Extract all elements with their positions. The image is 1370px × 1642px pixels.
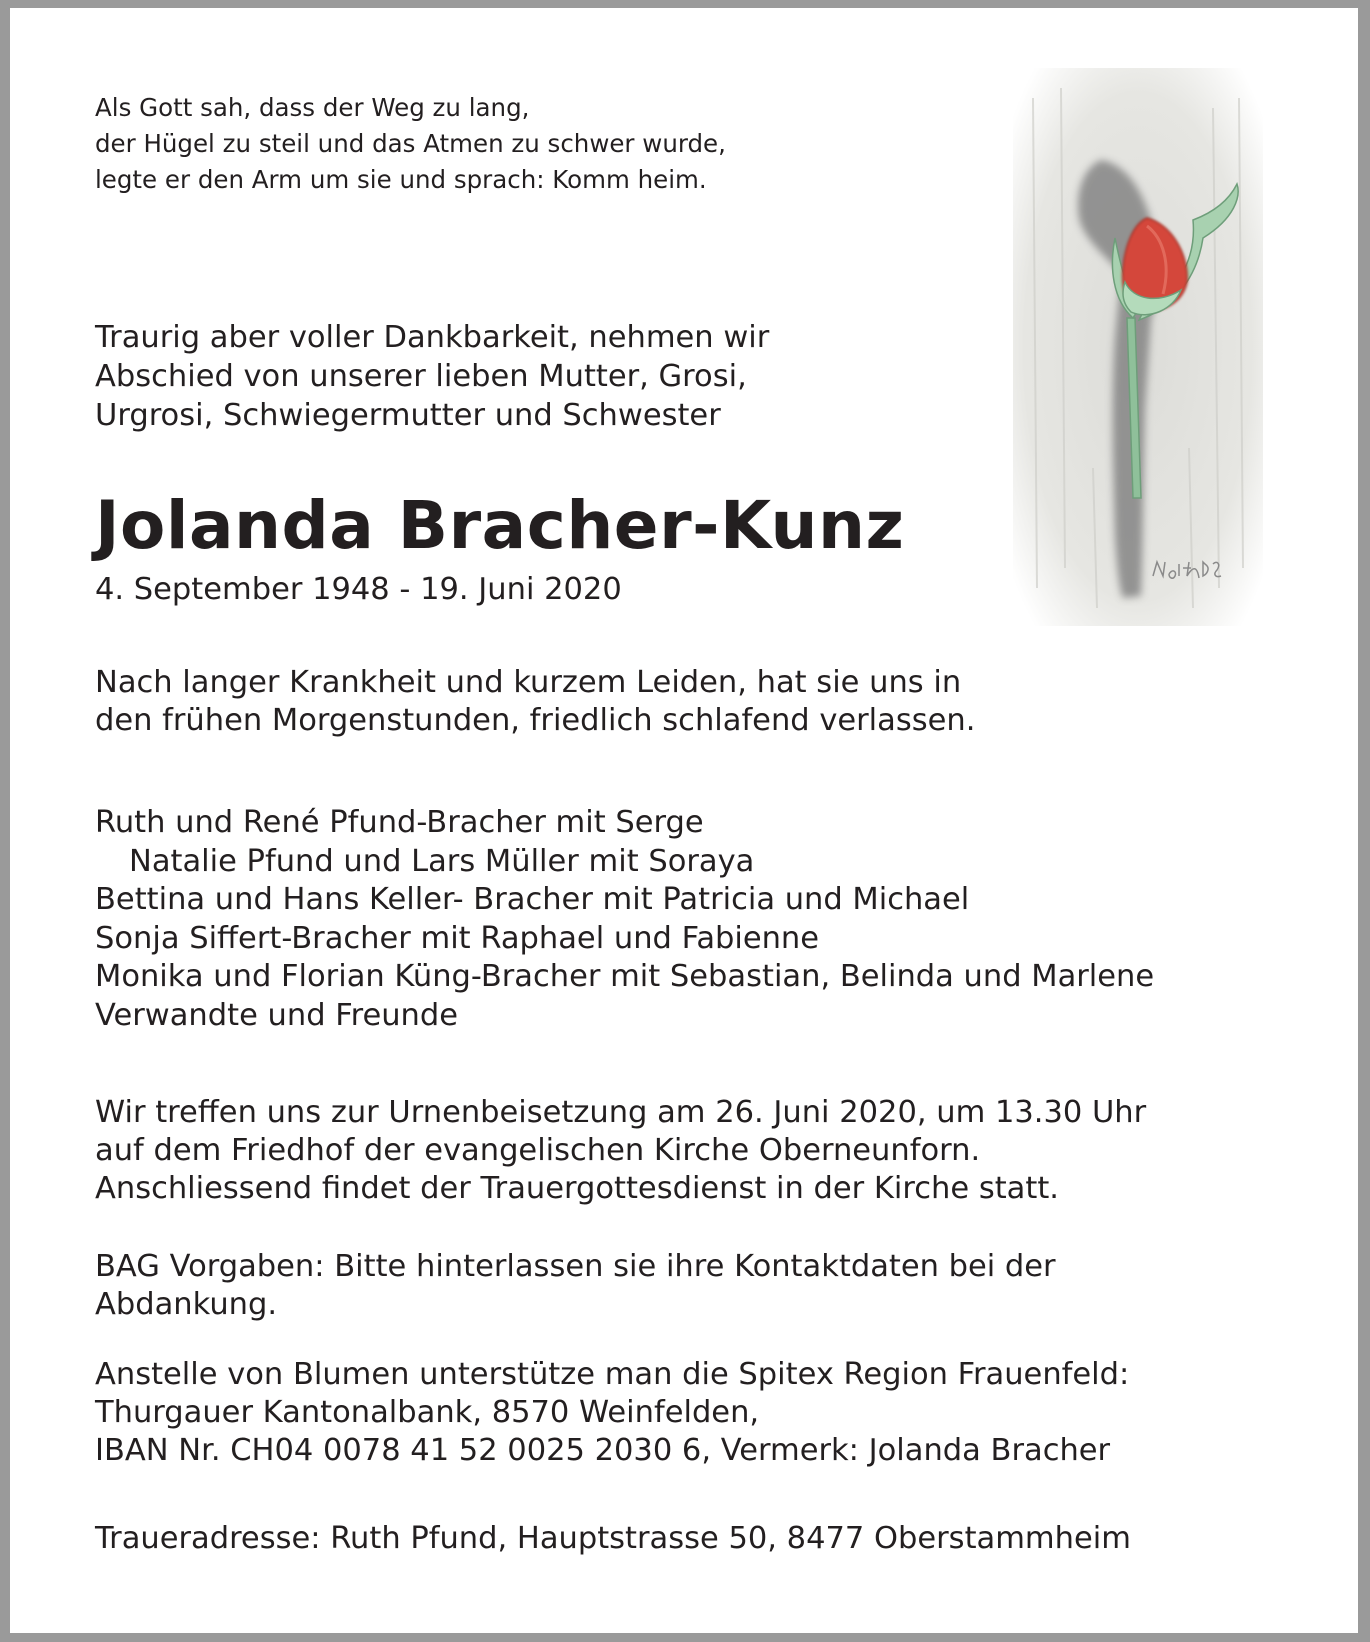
ceremony-line: Wir treffen uns zur Urnenbeisetzung am 26. Juni 2020, um 13.30 Uhr [95,1095,1147,1130]
mourner-line: Sonja Siffert-Bracher mit Raphael und Fabienne [95,920,820,956]
intro-line: Urgrosi, Schwiegermutter und Schwester [95,398,721,433]
poem-line: der Hügel zu steil und das Atmen zu schwer wurde, [95,129,726,158]
mourner-line: Bettina und Hans Keller- Bracher mit Patricia und Michael [95,882,970,917]
mourning-address: Traueradresse: Ruth Pfund, Hauptstrasse 50, 8477 Oberstammheim [95,1521,1131,1556]
passing-text [95,664,975,740]
donation-line: Thurgauer Kantonalbank, 8570 Weinfelden, [95,1395,760,1430]
obituary-card [10,8,1358,1633]
poem-line: legte er den Arm um sie und sprach: Komm heim. [95,165,707,194]
ceremony-line: Anschliessend findet der Trauergottesdienst in der Kirche statt. [95,1171,1059,1206]
donation-line: Anstelle von Blumen unterstütze man die Spitex Region Frauenfeld: [95,1357,1130,1392]
bag-line: BAG Vorgaben: Bitte hinterlassen sie ihre Kontaktdaten bei der [95,1249,1056,1284]
passing-line: Nach langer Krankheit und kurzem Leiden, hat sie uns in [95,665,962,700]
ceremony-notice [95,1094,1146,1208]
poem-line: Als Gott sah, dass der Weg zu lang, [95,93,530,122]
passing-line: den frühen Morgenstunden, friedlich schlafend verlassen. [95,703,976,738]
mourner-line: Ruth und René Pfund-Bracher mit Serge [95,805,704,840]
mourner-line: Monika und Florian Küng-Bracher mit Sebastian, Belinda und Marlene [95,959,1155,994]
rose-painting-svg [1013,68,1263,626]
deceased-name: Jolanda Bracher-Kunz [95,487,905,564]
intro-line: Abschied von unserer lieben Mutter, Grosi, [95,359,747,394]
donation-notice [95,1356,1129,1470]
mourners-list [95,804,1154,1035]
donation-line: IBAN Nr. CH04 0078 41 52 0025 2030 6, Vermerk: Jolanda Bracher [95,1433,1111,1468]
bag-line: Abdankung. [95,1287,278,1322]
intro-text [95,318,769,435]
mourner-line: Natalie Pfund und Lars Müller mit Soraya [129,843,755,879]
ceremony-line: auf dem Friedhof der evangelischen Kirche Oberneunforn. [95,1133,981,1168]
life-dates: 4. September 1948 - 19. Juni 2020 [95,572,622,607]
intro-line: Traurig aber voller Dankbarkeit, nehmen wir [95,320,770,355]
bag-notice [95,1248,1056,1324]
mourner-line: Verwandte und Freunde [95,997,459,1033]
poem [95,90,726,198]
rose-painting [1013,68,1263,626]
